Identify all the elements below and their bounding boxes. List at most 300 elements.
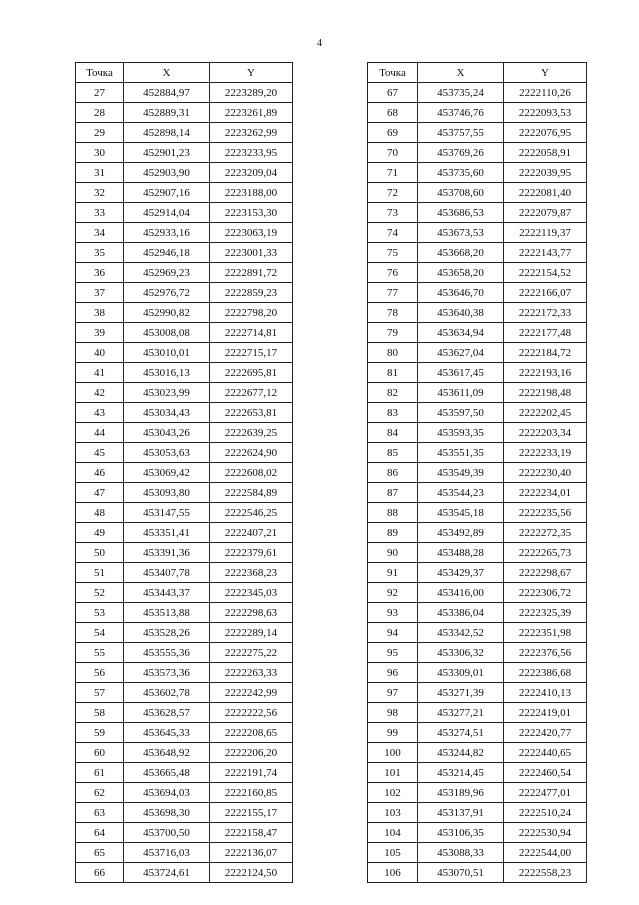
cell-point: 47 — [76, 483, 124, 503]
table-row — [76, 483, 293, 503]
cell-y: 2222272,35 — [504, 523, 587, 543]
cell-point: 98 — [368, 703, 418, 723]
cell-y: 2222208,65 — [210, 723, 293, 743]
table-row — [368, 383, 587, 403]
table-row — [368, 763, 587, 783]
cell-x: 453070,51 — [418, 863, 504, 883]
cell-x: 453645,33 — [124, 723, 210, 743]
cell-point: 82 — [368, 383, 418, 403]
cell-x: 453716,03 — [124, 843, 210, 863]
cell-x: 453627,04 — [418, 343, 504, 363]
cell-y: 2222798,20 — [210, 303, 293, 323]
cell-y: 2222119,37 — [504, 223, 587, 243]
cell-x: 452990,82 — [124, 303, 210, 323]
cell-point: 102 — [368, 783, 418, 803]
table-row — [368, 643, 587, 663]
cell-y: 2222891,72 — [210, 263, 293, 283]
cell-y: 2222166,07 — [504, 283, 587, 303]
table-row — [76, 343, 293, 363]
cell-x: 453023,99 — [124, 383, 210, 403]
table-row — [76, 403, 293, 423]
table-row — [368, 103, 587, 123]
cell-y: 2222230,40 — [504, 463, 587, 483]
cell-y: 2223209,04 — [210, 163, 293, 183]
cell-x: 453757,55 — [418, 123, 504, 143]
table-row — [368, 823, 587, 843]
cell-y: 2222184,72 — [504, 343, 587, 363]
table-row — [368, 623, 587, 643]
cell-x: 453008,08 — [124, 323, 210, 343]
cell-point: 55 — [76, 643, 124, 663]
cell-y: 2222544,00 — [504, 843, 587, 863]
cell-point: 80 — [368, 343, 418, 363]
table-row — [368, 323, 587, 343]
table-row — [368, 503, 587, 523]
cell-x: 453274,51 — [418, 723, 504, 743]
cell-point: 53 — [76, 603, 124, 623]
table-row — [76, 503, 293, 523]
cell-y: 2222275,22 — [210, 643, 293, 663]
cell-x: 453034,43 — [124, 403, 210, 423]
cell-x: 453735,24 — [418, 83, 504, 103]
table-row — [76, 763, 293, 783]
cell-x: 453513,88 — [124, 603, 210, 623]
cell-point: 93 — [368, 603, 418, 623]
cell-point: 63 — [76, 803, 124, 823]
cell-point: 32 — [76, 183, 124, 203]
table-row — [76, 303, 293, 323]
cell-point: 94 — [368, 623, 418, 643]
cell-x: 453416,00 — [418, 583, 504, 603]
table-row — [76, 323, 293, 343]
cell-point: 48 — [76, 503, 124, 523]
table-row — [76, 103, 293, 123]
cell-x: 453628,57 — [124, 703, 210, 723]
cell-y: 2222460,54 — [504, 763, 587, 783]
cell-point: 91 — [368, 563, 418, 583]
cell-y: 2222155,17 — [210, 803, 293, 823]
table-row — [76, 83, 293, 103]
cell-point: 76 — [368, 263, 418, 283]
cell-point: 71 — [368, 163, 418, 183]
table-row — [368, 423, 587, 443]
cell-point: 70 — [368, 143, 418, 163]
cell-point: 28 — [76, 103, 124, 123]
cell-x: 453573,36 — [124, 663, 210, 683]
cell-point: 64 — [76, 823, 124, 843]
cell-point: 66 — [76, 863, 124, 883]
cell-y: 2222584,89 — [210, 483, 293, 503]
cell-y: 2222351,98 — [504, 623, 587, 643]
cell-y: 2222530,94 — [504, 823, 587, 843]
cell-y: 2222202,45 — [504, 403, 587, 423]
cell-point: 100 — [368, 743, 418, 763]
table-row — [76, 203, 293, 223]
cell-point: 37 — [76, 283, 124, 303]
table-row — [368, 403, 587, 423]
cell-y: 2222715,17 — [210, 343, 293, 363]
table-row — [368, 163, 587, 183]
cell-point: 95 — [368, 643, 418, 663]
cell-point: 58 — [76, 703, 124, 723]
coordinates-table-right — [367, 62, 587, 883]
table-row — [76, 283, 293, 303]
cell-y: 2222410,13 — [504, 683, 587, 703]
cell-x: 453053,63 — [124, 443, 210, 463]
cell-point: 81 — [368, 363, 418, 383]
cell-x: 453673,53 — [418, 223, 504, 243]
table-row — [368, 523, 587, 543]
cell-x: 453698,30 — [124, 803, 210, 823]
cell-y: 2222222,56 — [210, 703, 293, 723]
cell-y: 2223153,30 — [210, 203, 293, 223]
cell-point: 74 — [368, 223, 418, 243]
table-row — [368, 863, 587, 883]
cell-y: 2223188,00 — [210, 183, 293, 203]
cell-x: 453551,35 — [418, 443, 504, 463]
cell-y: 2222695,81 — [210, 363, 293, 383]
table-row — [76, 423, 293, 443]
table-row — [368, 263, 587, 283]
table-row — [76, 603, 293, 623]
cell-point: 42 — [76, 383, 124, 403]
cell-x: 453429,37 — [418, 563, 504, 583]
cell-point: 41 — [76, 363, 124, 383]
cell-x: 452933,16 — [124, 223, 210, 243]
cell-x: 453244,82 — [418, 743, 504, 763]
cell-x: 453646,70 — [418, 283, 504, 303]
cell-point: 49 — [76, 523, 124, 543]
cell-y: 2222306,72 — [504, 583, 587, 603]
table-row — [368, 543, 587, 563]
cell-y: 2222546,25 — [210, 503, 293, 523]
table-row — [76, 183, 293, 203]
column-header-x: X — [124, 63, 210, 83]
cell-x: 452976,72 — [124, 283, 210, 303]
cell-point: 97 — [368, 683, 418, 703]
cell-y: 2222242,99 — [210, 683, 293, 703]
cell-y: 2222558,23 — [504, 863, 587, 883]
table-row — [76, 803, 293, 823]
table-header-row — [368, 63, 587, 83]
cell-x: 453640,38 — [418, 303, 504, 323]
table-row — [368, 683, 587, 703]
cell-y: 2222093,53 — [504, 103, 587, 123]
table-row — [368, 243, 587, 263]
cell-point: 84 — [368, 423, 418, 443]
cell-y: 2222143,77 — [504, 243, 587, 263]
cell-point: 51 — [76, 563, 124, 583]
cell-x: 453010,01 — [124, 343, 210, 363]
cell-y: 2222206,20 — [210, 743, 293, 763]
cell-y: 2222440,65 — [504, 743, 587, 763]
cell-x: 453555,36 — [124, 643, 210, 663]
cell-point: 79 — [368, 323, 418, 343]
cell-y: 2222298,67 — [504, 563, 587, 583]
cell-x: 453648,92 — [124, 743, 210, 763]
table-row — [76, 143, 293, 163]
cell-y: 2222859,23 — [210, 283, 293, 303]
cell-y: 2222639,25 — [210, 423, 293, 443]
cell-point: 86 — [368, 463, 418, 483]
cell-x: 453746,76 — [418, 103, 504, 123]
cell-x: 453694,03 — [124, 783, 210, 803]
cell-point: 75 — [368, 243, 418, 263]
cell-point: 72 — [368, 183, 418, 203]
cell-x: 452903,90 — [124, 163, 210, 183]
cell-x: 453443,37 — [124, 583, 210, 603]
cell-point: 65 — [76, 843, 124, 863]
cell-x: 453549,39 — [418, 463, 504, 483]
cell-x: 452901,23 — [124, 143, 210, 163]
cell-x: 452946,18 — [124, 243, 210, 263]
cell-x: 453386,04 — [418, 603, 504, 623]
cell-x: 453700,50 — [124, 823, 210, 843]
cell-x: 453309,01 — [418, 663, 504, 683]
cell-x: 453147,55 — [124, 503, 210, 523]
cell-x: 452889,31 — [124, 103, 210, 123]
cell-x: 453277,21 — [418, 703, 504, 723]
table-row — [76, 823, 293, 843]
cell-y: 2222039,95 — [504, 163, 587, 183]
table-row — [368, 603, 587, 623]
cell-x: 453391,36 — [124, 543, 210, 563]
page-number: 4 — [317, 38, 322, 49]
cell-x: 453686,53 — [418, 203, 504, 223]
table-row — [76, 623, 293, 643]
cell-y: 2222289,14 — [210, 623, 293, 643]
cell-x: 453597,50 — [418, 403, 504, 423]
cell-point: 69 — [368, 123, 418, 143]
cell-y: 2222136,07 — [210, 843, 293, 863]
cell-point: 104 — [368, 823, 418, 843]
cell-y: 2222419,01 — [504, 703, 587, 723]
table-row — [76, 223, 293, 243]
cell-point: 54 — [76, 623, 124, 643]
cell-x: 453093,80 — [124, 483, 210, 503]
cell-point: 57 — [76, 683, 124, 703]
cell-x: 453634,94 — [418, 323, 504, 343]
cell-x: 453735,60 — [418, 163, 504, 183]
cell-y: 2222265,73 — [504, 543, 587, 563]
cell-point: 40 — [76, 343, 124, 363]
cell-point: 73 — [368, 203, 418, 223]
cell-y: 2222477,01 — [504, 783, 587, 803]
table-row — [368, 783, 587, 803]
cell-x: 453214,45 — [418, 763, 504, 783]
cell-point: 56 — [76, 663, 124, 683]
cell-y: 2223063,19 — [210, 223, 293, 243]
cell-point: 78 — [368, 303, 418, 323]
cell-y: 2222235,56 — [504, 503, 587, 523]
cell-x: 453137,91 — [418, 803, 504, 823]
table-row — [368, 483, 587, 503]
cell-y: 2223262,99 — [210, 123, 293, 143]
cell-point: 38 — [76, 303, 124, 323]
table-row — [76, 383, 293, 403]
table-row — [76, 123, 293, 143]
table-row — [368, 583, 587, 603]
cell-x: 453492,89 — [418, 523, 504, 543]
cell-x: 453351,41 — [124, 523, 210, 543]
cell-point: 27 — [76, 83, 124, 103]
cell-y: 2223001,33 — [210, 243, 293, 263]
cell-y: 2222177,48 — [504, 323, 587, 343]
coordinates-table-left — [75, 62, 293, 883]
cell-x: 453069,42 — [124, 463, 210, 483]
cell-y: 2222193,16 — [504, 363, 587, 383]
table-row — [76, 643, 293, 663]
cell-point: 101 — [368, 763, 418, 783]
table-row — [368, 703, 587, 723]
cell-x: 453708,60 — [418, 183, 504, 203]
table-row — [76, 663, 293, 683]
cell-x: 453016,13 — [124, 363, 210, 383]
cell-y: 2222234,01 — [504, 483, 587, 503]
table-row — [76, 703, 293, 723]
cell-point: 34 — [76, 223, 124, 243]
cell-x: 453106,35 — [418, 823, 504, 843]
table-row — [368, 463, 587, 483]
table-row — [76, 583, 293, 603]
cell-y: 2222124,50 — [210, 863, 293, 883]
cell-point: 52 — [76, 583, 124, 603]
cell-point: 61 — [76, 763, 124, 783]
cell-y: 2222298,63 — [210, 603, 293, 623]
table-row — [368, 223, 587, 243]
table-row — [368, 123, 587, 143]
table-row — [368, 663, 587, 683]
table-row — [368, 363, 587, 383]
cell-point: 103 — [368, 803, 418, 823]
cell-x: 453658,20 — [418, 263, 504, 283]
cell-x: 453545,18 — [418, 503, 504, 523]
table-row — [76, 163, 293, 183]
cell-point: 50 — [76, 543, 124, 563]
column-header-y: Y — [210, 63, 293, 83]
cell-point: 68 — [368, 103, 418, 123]
cell-x: 453724,61 — [124, 863, 210, 883]
table-row — [76, 363, 293, 383]
cell-point: 29 — [76, 123, 124, 143]
cell-x: 453407,78 — [124, 563, 210, 583]
table-row — [76, 783, 293, 803]
cell-y: 2222386,68 — [504, 663, 587, 683]
cell-point: 35 — [76, 243, 124, 263]
cell-y: 2222677,12 — [210, 383, 293, 403]
table-row — [76, 243, 293, 263]
cell-point: 43 — [76, 403, 124, 423]
cell-y: 2222325,39 — [504, 603, 587, 623]
cell-point: 105 — [368, 843, 418, 863]
cell-x: 452898,14 — [124, 123, 210, 143]
cell-y: 2222345,03 — [210, 583, 293, 603]
cell-y: 2222172,33 — [504, 303, 587, 323]
cell-y: 2222110,26 — [504, 83, 587, 103]
table-row — [76, 723, 293, 743]
table-header-row — [76, 63, 293, 83]
cell-y: 2222608,02 — [210, 463, 293, 483]
cell-y: 2222058,91 — [504, 143, 587, 163]
cell-point: 106 — [368, 863, 418, 883]
cell-x: 453342,52 — [418, 623, 504, 643]
cell-point: 99 — [368, 723, 418, 743]
cell-y: 2222154,52 — [504, 263, 587, 283]
column-header-point: Точка — [368, 63, 418, 83]
cell-y: 2222376,56 — [504, 643, 587, 663]
cell-point: 62 — [76, 783, 124, 803]
cell-y: 2222203,34 — [504, 423, 587, 443]
cell-point: 59 — [76, 723, 124, 743]
cell-x: 453528,26 — [124, 623, 210, 643]
cell-x: 453769,26 — [418, 143, 504, 163]
table-row — [368, 563, 587, 583]
table-row — [76, 523, 293, 543]
cell-y: 2222714,81 — [210, 323, 293, 343]
cell-point: 39 — [76, 323, 124, 343]
cell-point: 88 — [368, 503, 418, 523]
cell-y: 2222379,61 — [210, 543, 293, 563]
cell-x: 452884,97 — [124, 83, 210, 103]
cell-x: 453665,48 — [124, 763, 210, 783]
table-row — [76, 443, 293, 463]
cell-x: 452907,16 — [124, 183, 210, 203]
cell-x: 452914,04 — [124, 203, 210, 223]
cell-y: 2222653,81 — [210, 403, 293, 423]
table-row — [368, 443, 587, 463]
cell-x: 453189,96 — [418, 783, 504, 803]
cell-y: 2222081,40 — [504, 183, 587, 203]
cell-y: 2222076,95 — [504, 123, 587, 143]
cell-y: 2222420,77 — [504, 723, 587, 743]
cell-y: 2222368,23 — [210, 563, 293, 583]
cell-point: 77 — [368, 283, 418, 303]
table-row — [76, 843, 293, 863]
cell-point: 85 — [368, 443, 418, 463]
cell-x: 453617,45 — [418, 363, 504, 383]
cell-x: 453668,20 — [418, 243, 504, 263]
cell-x: 452969,23 — [124, 263, 210, 283]
table-row — [76, 743, 293, 763]
cell-x: 453306,32 — [418, 643, 504, 663]
cell-y: 2222407,21 — [210, 523, 293, 543]
cell-point: 89 — [368, 523, 418, 543]
table-row — [368, 183, 587, 203]
cell-point: 83 — [368, 403, 418, 423]
cell-y: 2223233,95 — [210, 143, 293, 163]
column-header-y: Y — [504, 63, 587, 83]
cell-y: 2223289,20 — [210, 83, 293, 103]
cell-x: 453488,28 — [418, 543, 504, 563]
cell-point: 87 — [368, 483, 418, 503]
table-row — [76, 263, 293, 283]
table-row — [76, 543, 293, 563]
cell-y: 2222263,33 — [210, 663, 293, 683]
cell-x: 453544,23 — [418, 483, 504, 503]
cell-y: 2222233,19 — [504, 443, 587, 463]
table-row — [368, 203, 587, 223]
cell-point: 67 — [368, 83, 418, 103]
cell-y: 2223261,89 — [210, 103, 293, 123]
cell-y: 2222158,47 — [210, 823, 293, 843]
cell-x: 453602,78 — [124, 683, 210, 703]
cell-y: 2222198,48 — [504, 383, 587, 403]
cell-point: 31 — [76, 163, 124, 183]
table-row — [76, 463, 293, 483]
table-row — [368, 343, 587, 363]
cell-point: 60 — [76, 743, 124, 763]
cell-point: 90 — [368, 543, 418, 563]
